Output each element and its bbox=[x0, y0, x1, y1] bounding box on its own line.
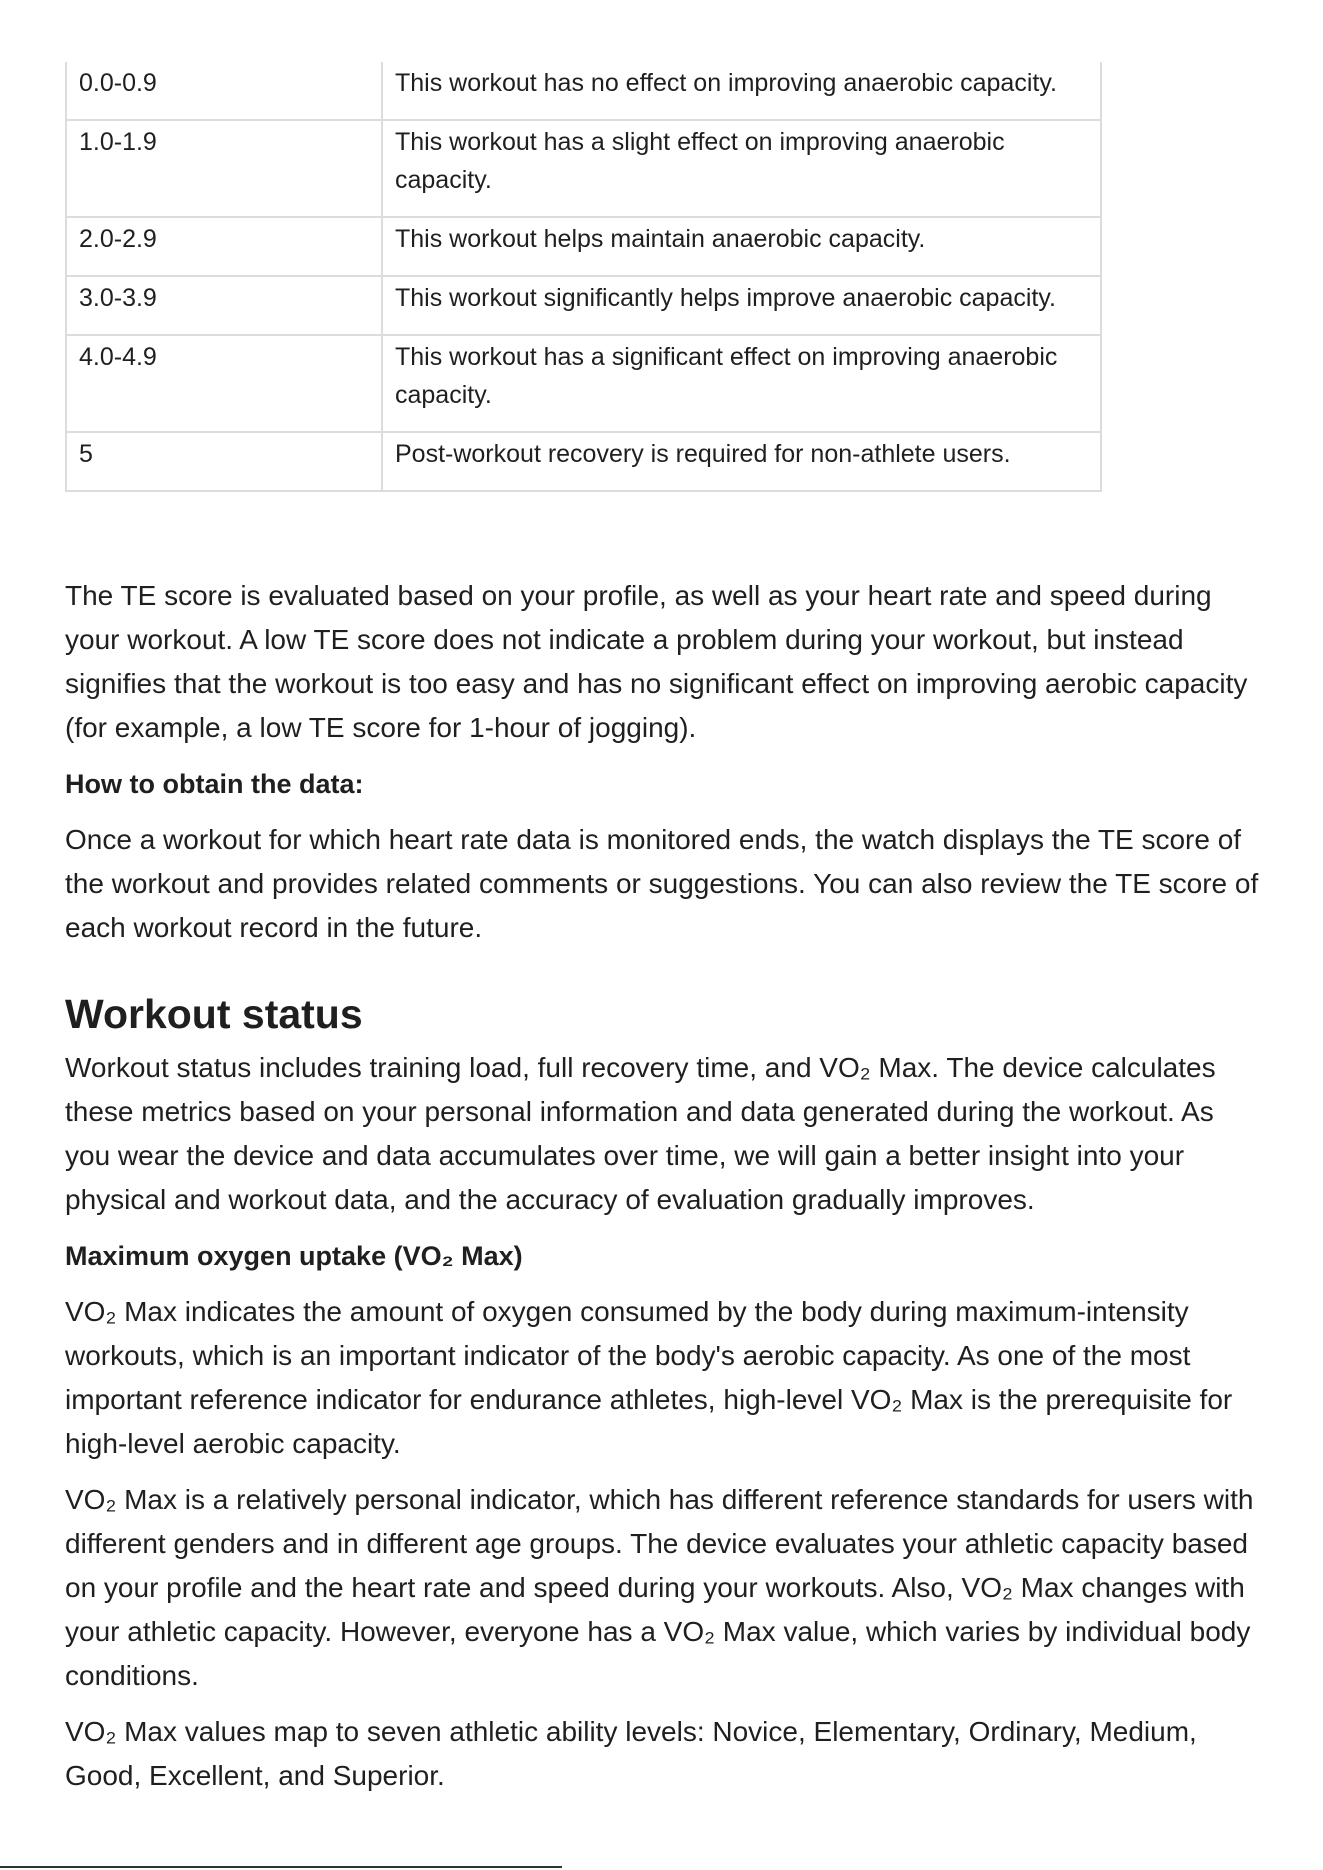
obtain-data-paragraph: Once a workout for which heart rate data is monitored ends, the watch displays the TE score of the workout and provides related comments or suggestions. You can also review the TE score of each workout record in the future. bbox=[65, 824, 1259, 943]
te-explanation-paragraph: The TE score is evaluated based on your profile, as well as your heart rate and speed during your workout. A low TE score does not indicate a problem during your workout, but instead signifies that the workout is too easy and has no significant effect on improving aerobic capacity (for example, a low TE score for 1-hour of jogging). bbox=[65, 580, 1248, 743]
te-range-cell: 3.0-3.9 bbox=[66, 276, 382, 335]
footer-divider bbox=[0, 1866, 562, 1868]
te-range-cell: 2.0-2.9 bbox=[66, 217, 382, 276]
workout-status-intro: Workout status includes training load, full recovery time, and VO₂ Max. The device calculates these metrics based on your personal information and data generated during the workout. As you wear the device and data accumulates over time, we will gain a better insight into your physical and workout data, and the accuracy of evaluation gradually improves. bbox=[65, 1052, 1216, 1215]
obtain-data-heading: How to obtain the data: bbox=[65, 769, 364, 799]
vo2-max-paragraph: VO₂ Max is a relatively personal indicator, which has different reference standards for users with different genders and in different age groups. The device evaluates your athletic capacity based on your profile and the heart rate and speed during your workouts. Also, VO₂ Max changes with your athletic capacity. However, everyone has a VO₂ Max value, which varies by individual body conditions. bbox=[65, 1484, 1254, 1691]
vo2-max-levels-paragraph: VO₂ Max values map to seven athletic ability levels: Novice, Elementary, Ordinary, Medium, Good, Excellent, and Superior. bbox=[65, 1716, 1197, 1791]
table-row bbox=[66, 432, 1101, 491]
te-description-cell: This workout helps maintain anaerobic capacity. bbox=[382, 217, 1101, 276]
te-range-cell: 0.0-0.9 bbox=[66, 62, 382, 120]
table-row bbox=[66, 217, 1101, 276]
te-description-cell: This workout has no effect on improving anaerobic capacity. bbox=[382, 62, 1101, 120]
table-row bbox=[66, 276, 1101, 335]
article-body bbox=[65, 574, 1265, 1810]
vo2-max-heading: Maximum oxygen uptake (VO₂ Max) bbox=[65, 1241, 523, 1271]
te-score-table bbox=[65, 62, 1102, 492]
te-range-cell: 4.0-4.9 bbox=[66, 335, 382, 432]
te-range-cell: 5 bbox=[66, 432, 382, 491]
te-description-cell: Post-workout recovery is required for non-athlete users. bbox=[382, 432, 1101, 491]
workout-status-heading: Workout status bbox=[65, 991, 363, 1037]
te-description-cell: This workout has a slight effect on improving anaerobic capacity. bbox=[382, 120, 1101, 217]
table-row bbox=[66, 120, 1101, 217]
table-row bbox=[66, 62, 1101, 120]
table-row bbox=[66, 335, 1101, 432]
vo2-max-paragraph: VO₂ Max indicates the amount of oxygen consumed by the body during maximum-intensity workouts, which is an important indicator of the body's aerobic capacity. As one of the most important reference indicator for endurance athletes, high-level VO₂ Max is the prerequisite for high-level aerobic capacity. bbox=[65, 1296, 1233, 1459]
te-description-cell: This workout significantly helps improve anaerobic capacity. bbox=[382, 276, 1101, 335]
te-range-cell: 1.0-1.9 bbox=[66, 120, 382, 217]
te-description-cell: This workout has a significant effect on improving anaerobic capacity. bbox=[382, 335, 1101, 432]
